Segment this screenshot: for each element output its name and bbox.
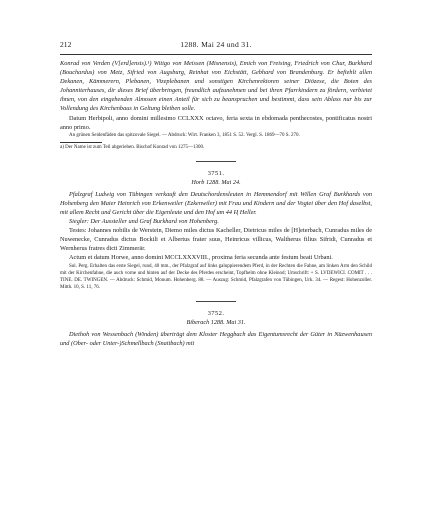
doc3752-number: 3752. (207, 309, 225, 317)
document-separator (196, 161, 236, 162)
doc3752-summary: Diethoh von Wessenbach (Winden) überträgt dem Kloster Heggbach das Eigentumsrecht der Güter in Nüzwenhausen und (Ober- oder Unter-)Schmellbach (Snaitbach) mit (60, 330, 372, 347)
page (60, 40, 372, 348)
page-header (60, 40, 372, 52)
document-separator (196, 301, 236, 302)
doc3751-apparatus: Sul. Perg. Erhalten das erste Siegel, rund, 40 mm., der Pfalzgraf auf links galoppierendem Pferd, in der Rechten die Fahne, am linken Arm den Schild mit der Kirchenfahne, die auch vorne und hinten auf der Decke des Pferdes erscheint, Topfhelm ohne Kleinod; Umschrift: + S. LVDEWICI. COMIT . . . TINE. DE. TWINGEN. — Abdruck: Schmid, Monum. Hohenberg. 88. — Auszug: Schmid, Pfalzgrafen von Tübingen, Urk. 34. — Regest: Hohenzoller. Mitth. 10, S. 11, 76. (60, 263, 372, 290)
doc3751-siegler: Siegler: Der Aussteller und Graf Burkhard von Hohenberg. (69, 218, 219, 226)
header-rule (60, 54, 372, 55)
doc3750-footnote: a) Der Name ist zum Teil abgerieben. Bischof Konrad von 1275—1300. (60, 144, 205, 150)
footnote-rule (60, 142, 102, 143)
doc3751-place-date: Horb 1288. Mai 24. (191, 178, 241, 186)
doc3751-testes: Testes: Johannes nobilis de Werstein, Diemo miles dictus Kacheller, Dietricus miles de [H]eterbach, Cunradus miles de Nuwenecke, Cunradus dictus Bockili et Albertus frater suus, Heinricus villicus, Waltherus filius Sifridi, Cunradus et Wernherus fratres dicti Zimmerär. (60, 227, 372, 253)
doc3750-summary-tail: Konrad von Verden (V[erd]ensis).¹) Witigo von Meissen (Misnensis), Emich von Freising, Friedrich von Chur, Burkhard (Bouchardus) von Metz, Sifried von Augsburg, Reinhat von Eichstätt, Gebhard von Brandenburg. Er befiehlt allen Dekanen, Kämmerern, Plebanen, Vizeplebanen und sonstigen Kirchenrektoren seiner Diözese, die Boten des Johanniterhauses, dir dieses Brief überbringen, freundlich aufzunehmen und bei ihren Pfarrkindern zu fördern, verbietet ihnen, von den eingehenden Almosen einen Anteil für sich zu beanspruchen und bestimmt, dass sein Ablass nur bis zur Vollendung des Kirchenbaus in Geltung bleiben solle. (60, 60, 372, 113)
doc3752-place-date: Biberach 1288. Mai 31. (186, 318, 246, 326)
running-title: 1288. Mai 24 und 31. (180, 40, 252, 49)
doc3750-datum: Datum Herbipoli, anno domini millesimo CCLXXX octavo, feria sexta in ebdomada penthecostes, pontificatus nostri anno primo. (60, 114, 372, 131)
doc3750-apparatus: An grünen Seidenfäden das spitzovale Siegel. — Abdruck: Wirt. Franken 3, 1851 S. 52. Vergl. S. 1869—70 S. 270. (69, 132, 300, 138)
doc3751-number: 3751. (207, 169, 225, 177)
page-number: 212 (60, 40, 72, 49)
doc3751-summary: Pfalzgraf Ludwig von Tübingen verkauft den Deutschordensleuten in Hemmendorf mit Willen Graf Burkhards von Hohenberg den Maier Heinrich von Erkenweiler (Ezkenwiler) mit Frau und Kindern und der Vogtei über den Hof daselbst, mit allem Recht und Gericht über die Eigenleute und den Hof um 44 Ⱨ Heller. (60, 190, 372, 216)
doc3751-actum: Actum et datum Horwe, anno domini MCCLXXXVIII., proxima feria secunda ante festum beati Urbani. (69, 254, 333, 262)
